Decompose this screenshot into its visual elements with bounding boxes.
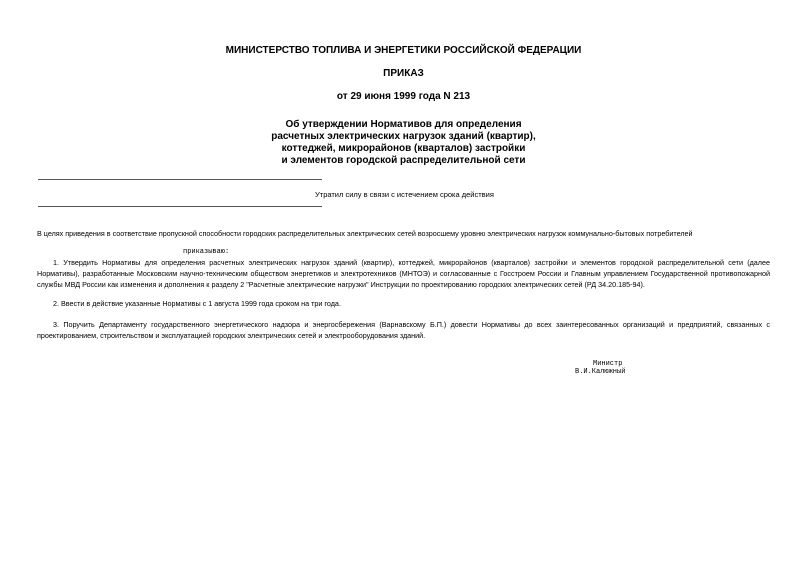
- subject-line-4: и элементов городской распределительной сети: [281, 155, 526, 166]
- subject-line-2: расчетных электрических нагрузок зданий (квартир),: [271, 131, 536, 142]
- signature-title: Министр: [593, 360, 623, 368]
- ordering-clause: приказываю:: [183, 248, 230, 256]
- date-number-heading: от 29 июня 1999 года N 213: [336, 91, 471, 102]
- intro-paragraph: В целях приведения в соответствие пропускной способности городских распределительных электрических сетей возросшему уровню электрических нагрузок коммунально-бытовых потребителей: [37, 229, 693, 238]
- subject-line-3: коттеджей, микрорайонов (кварталов) застройки: [281, 143, 526, 154]
- paragraph-2: 2. Ввести в действие указанные Нормативы с 1 августа 1999 года сроком на три года.: [53, 299, 341, 308]
- divider-top: [38, 179, 322, 180]
- paragraph-1: 1. Утвердить Нормативы для определения расчетных электрических нагрузок зданий (квартир), коттеджей, микрорайонов (кварталов) застройки и элементов городской распределительной сети (далее Нормативы), разработанные Московским научно-техническим обществом энергетиков и электротехников (МНТОЭ) и согласованные с Госстроем России и Главным управлением Государственной противопожарной службы МВД России как изменения и дополнения к разделу 2 "Расчетные электрические нагрузки" Инструкции по проектированию городских электрических сетей (РД 34.20.185-94).: [37, 258, 770, 289]
- ministry-heading: МИНИСТЕРСТВО ТОПЛИВА И ЭНЕРГЕТИКИ РОССИЙСКОЙ ФЕДЕРАЦИИ: [225, 45, 582, 56]
- document-subject: [0, 119, 807, 167]
- subject-line-1: Об утверждении Нормативов для определения: [285, 119, 522, 130]
- document-type-heading: ПРИКАЗ: [383, 68, 424, 79]
- paragraph-3: 3. Поручить Департаменту государственного энергетического надзора и энергосбережения (Варнавскому Б.П.) довести Нормативы до всех заинтересованных организаций и предприятий, связанных с проектированием, строительством и эксплуатацией городских электрических сетей и электрооборудования зданий.: [37, 320, 770, 340]
- divider-bottom: [38, 206, 322, 207]
- signature-name: В.И.Калюжный: [575, 368, 626, 376]
- status-note: Утратил силу в связи с истечением срока действия: [315, 190, 494, 199]
